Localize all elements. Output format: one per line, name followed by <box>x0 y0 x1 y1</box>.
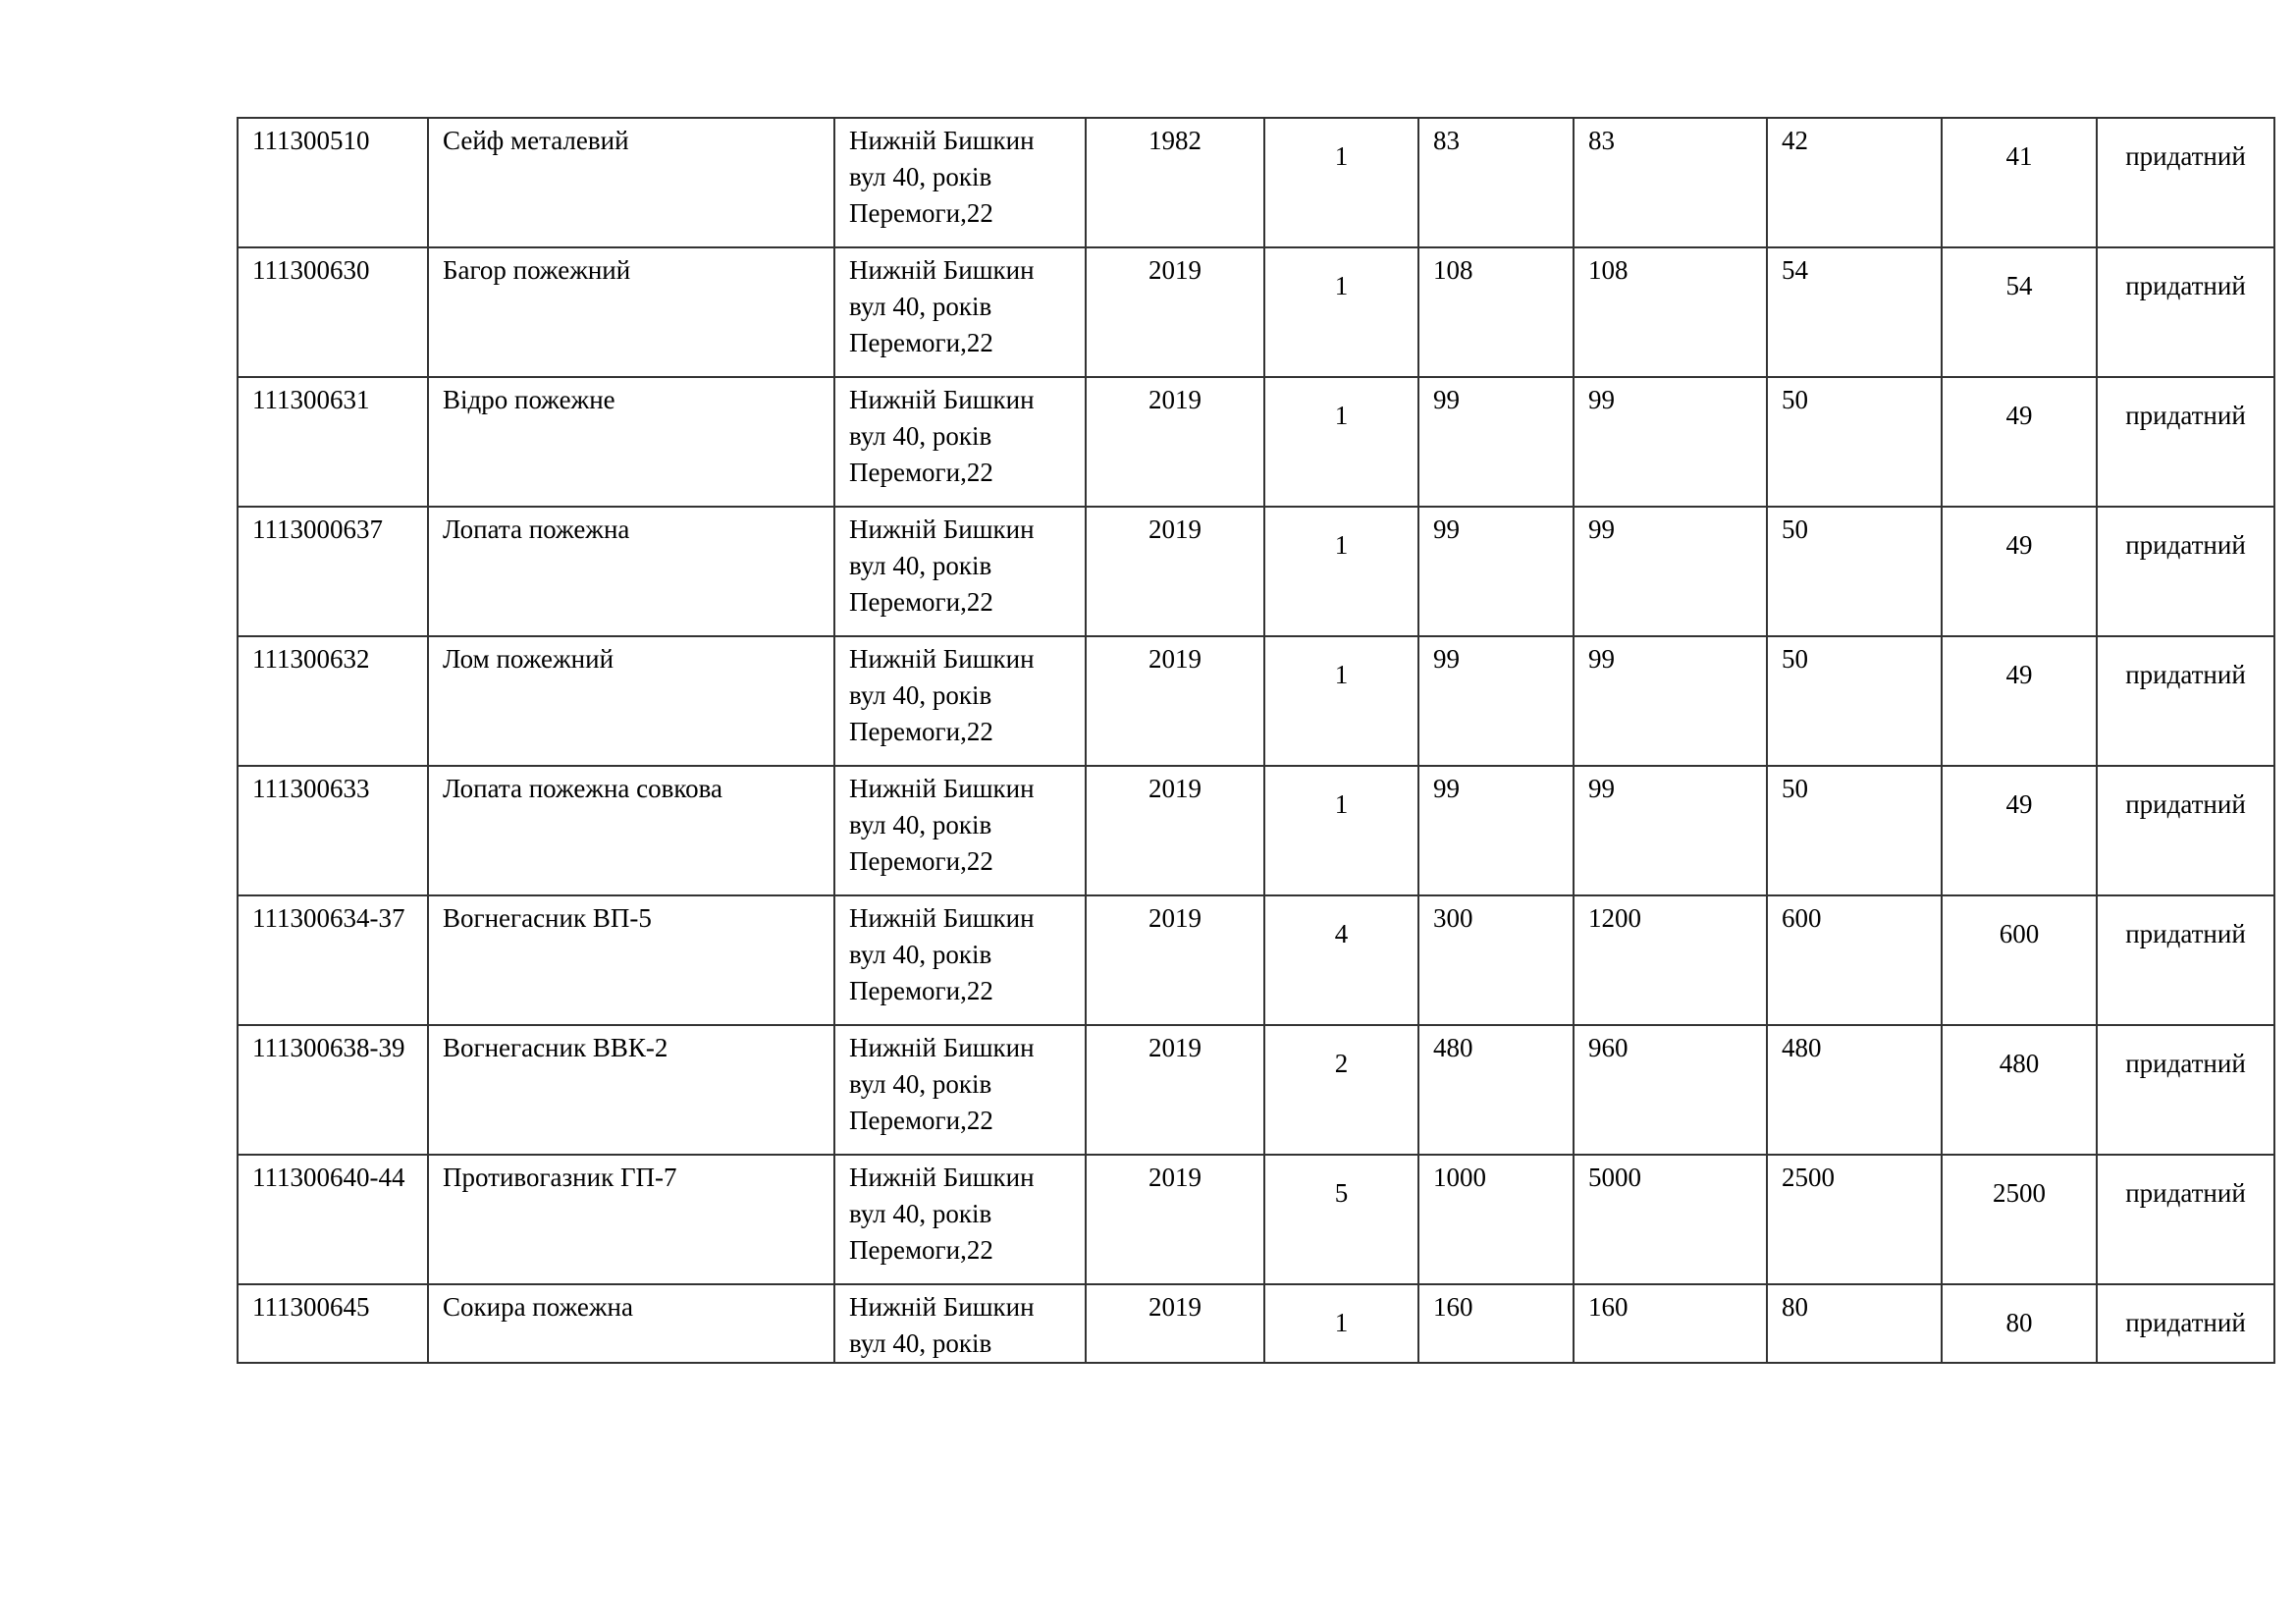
depreciation-cell <box>1767 1155 1942 1284</box>
unit-price-cell-text: 99 <box>1433 774 1460 803</box>
location-cell <box>834 118 1086 247</box>
depreciation-cell <box>1767 1284 1942 1363</box>
unit-price-cell <box>1418 636 1574 766</box>
item-name-cell-text: Лопата пожежна <box>443 514 630 544</box>
quantity-cell <box>1264 1025 1418 1155</box>
condition-cell-text: придатний <box>2125 919 2246 948</box>
inventory-number-cell <box>238 507 428 636</box>
unit-price-cell-text: 99 <box>1433 385 1460 414</box>
table-row <box>238 118 2274 247</box>
location-cell <box>834 247 1086 377</box>
depreciation-cell <box>1767 895 1942 1025</box>
inventory-number-cell-text: 111300632 <box>252 644 370 674</box>
year-cell-text: 1982 <box>1148 126 1201 155</box>
item-name-cell <box>428 1284 834 1363</box>
unit-price-cell <box>1418 118 1574 247</box>
unit-price-cell-text: 99 <box>1433 514 1460 544</box>
location-cell <box>834 766 1086 895</box>
location-cell-text: Нижній Бишкин вул 40, років Перемоги,22 <box>849 255 1035 357</box>
condition-cell-text: придатний <box>2125 1178 2246 1208</box>
year-cell <box>1086 1284 1264 1363</box>
location-cell-text: Нижній Бишкин вул 40, років Перемоги,22 <box>849 1163 1035 1265</box>
location-cell <box>834 1155 1086 1284</box>
inventory-table-body <box>238 118 2274 1363</box>
depreciation-cell <box>1767 247 1942 377</box>
total-value-cell-text: 960 <box>1588 1033 1629 1062</box>
unit-price-cell-text: 480 <box>1433 1033 1473 1062</box>
inventory-number-cell <box>238 1025 428 1155</box>
total-value-cell <box>1574 1025 1767 1155</box>
item-name-cell-text: Вогнегасник ВП-5 <box>443 903 652 933</box>
unit-price-cell <box>1418 766 1574 895</box>
quantity-cell-text: 1 <box>1334 141 1349 171</box>
table-row <box>238 895 2274 1025</box>
residual-value-cell <box>1942 1155 2097 1284</box>
unit-price-cell <box>1418 1155 1574 1284</box>
condition-cell <box>2097 507 2274 636</box>
total-value-cell <box>1574 895 1767 1025</box>
total-value-cell-text: 108 <box>1588 255 1629 285</box>
location-cell-text: Нижній Бишкин вул 40, років Перемоги,22 <box>849 644 1035 746</box>
inventory-number-cell-text: 111300638-39 <box>252 1033 405 1062</box>
table-row <box>238 636 2274 766</box>
quantity-cell <box>1264 377 1418 507</box>
unit-price-cell-text: 300 <box>1433 903 1473 933</box>
depreciation-cell <box>1767 377 1942 507</box>
residual-value-cell <box>1942 1025 2097 1155</box>
condition-cell-text: придатний <box>2125 141 2246 171</box>
item-name-cell-text: Противогазник ГП-7 <box>443 1163 677 1192</box>
condition-cell-text: придатний <box>2125 271 2246 300</box>
unit-price-cell-text: 99 <box>1433 644 1460 674</box>
total-value-cell <box>1574 118 1767 247</box>
residual-value-cell-text: 49 <box>2005 789 2033 819</box>
total-value-cell-text: 99 <box>1588 385 1615 414</box>
inventory-table <box>237 117 2275 1364</box>
item-name-cell <box>428 377 834 507</box>
unit-price-cell <box>1418 507 1574 636</box>
quantity-cell-text: 2 <box>1334 1049 1349 1078</box>
total-value-cell-text: 160 <box>1588 1292 1629 1322</box>
year-cell <box>1086 766 1264 895</box>
quantity-cell <box>1264 1284 1418 1363</box>
inventory-number-cell <box>238 377 428 507</box>
residual-value-cell-text: 49 <box>2005 530 2033 560</box>
year-cell <box>1086 636 1264 766</box>
quantity-cell-text: 4 <box>1334 919 1349 948</box>
year-cell-text: 2019 <box>1148 774 1201 803</box>
residual-value-cell <box>1942 247 2097 377</box>
table-row <box>238 247 2274 377</box>
depreciation-cell-text: 50 <box>1782 774 1808 803</box>
inventory-number-cell-text: 111300634-37 <box>252 903 405 933</box>
quantity-cell-text: 1 <box>1334 271 1349 300</box>
depreciation-cell-text: 54 <box>1782 255 1808 285</box>
residual-value-cell <box>1942 636 2097 766</box>
residual-value-cell-text: 2500 <box>1993 1178 2046 1208</box>
table-row <box>238 1284 2274 1363</box>
quantity-cell-text: 1 <box>1334 1308 1349 1337</box>
table-row <box>238 766 2274 895</box>
inventory-number-cell-text: 111300640-44 <box>252 1163 405 1192</box>
quantity-cell <box>1264 1155 1418 1284</box>
condition-cell <box>2097 1025 2274 1155</box>
location-cell-text: Нижній Бишкин вул 40, років Перемоги,22 <box>849 774 1035 876</box>
inventory-number-cell <box>238 895 428 1025</box>
condition-cell-text: придатний <box>2125 401 2246 430</box>
item-name-cell-text: Вогнегасник ВВК-2 <box>443 1033 668 1062</box>
item-name-cell-text: Сокира пожежна <box>443 1292 633 1322</box>
residual-value-cell <box>1942 507 2097 636</box>
quantity-cell-text: 1 <box>1334 789 1349 819</box>
table-row <box>238 1155 2274 1284</box>
depreciation-cell-text: 600 <box>1782 903 1822 933</box>
quantity-cell <box>1264 766 1418 895</box>
location-cell-text: Нижній Бишкин вул 40, років Перемоги,22 <box>849 385 1035 487</box>
residual-value-cell-text: 80 <box>2005 1308 2033 1337</box>
item-name-cell <box>428 1025 834 1155</box>
residual-value-cell <box>1942 1284 2097 1363</box>
total-value-cell-text: 5000 <box>1588 1163 1641 1192</box>
unit-price-cell <box>1418 247 1574 377</box>
residual-value-cell-text: 54 <box>2005 271 2033 300</box>
quantity-cell <box>1264 636 1418 766</box>
year-cell <box>1086 1155 1264 1284</box>
depreciation-cell-text: 50 <box>1782 385 1808 414</box>
inventory-number-cell-text: 1113000637 <box>252 514 383 544</box>
unit-price-cell <box>1418 895 1574 1025</box>
quantity-cell-text: 1 <box>1334 660 1349 689</box>
year-cell <box>1086 1025 1264 1155</box>
unit-price-cell <box>1418 1284 1574 1363</box>
condition-cell-text: придатний <box>2125 1308 2246 1337</box>
total-value-cell <box>1574 1155 1767 1284</box>
quantity-cell <box>1264 895 1418 1025</box>
depreciation-cell-text: 42 <box>1782 126 1808 155</box>
inventory-number-cell-text: 111300633 <box>252 774 370 803</box>
item-name-cell-text: Відро пожежне <box>443 385 615 414</box>
inventory-number-cell-text: 111300630 <box>252 255 370 285</box>
location-cell <box>834 895 1086 1025</box>
quantity-cell <box>1264 247 1418 377</box>
total-value-cell <box>1574 507 1767 636</box>
unit-price-cell <box>1418 1025 1574 1155</box>
depreciation-cell <box>1767 507 1942 636</box>
item-name-cell-text: Лопата пожежна совкова <box>443 774 722 803</box>
year-cell <box>1086 895 1264 1025</box>
inventory-number-cell-text: 111300510 <box>252 126 370 155</box>
depreciation-cell-text: 2500 <box>1782 1163 1835 1192</box>
residual-value-cell-text: 49 <box>2005 401 2033 430</box>
year-cell-text: 2019 <box>1148 903 1201 933</box>
year-cell-text: 2019 <box>1148 644 1201 674</box>
depreciation-cell-text: 50 <box>1782 514 1808 544</box>
inventory-number-cell <box>238 247 428 377</box>
total-value-cell-text: 99 <box>1588 774 1615 803</box>
year-cell-text: 2019 <box>1148 1163 1201 1192</box>
item-name-cell <box>428 895 834 1025</box>
inventory-number-cell-text: 111300631 <box>252 385 370 414</box>
unit-price-cell-text: 160 <box>1433 1292 1473 1322</box>
condition-cell <box>2097 247 2274 377</box>
condition-cell <box>2097 636 2274 766</box>
depreciation-cell <box>1767 118 1942 247</box>
total-value-cell <box>1574 1284 1767 1363</box>
inventory-number-cell <box>238 1284 428 1363</box>
total-value-cell-text: 1200 <box>1588 903 1641 933</box>
condition-cell-text: придатний <box>2125 1049 2246 1078</box>
condition-cell <box>2097 1155 2274 1284</box>
location-cell-text: Нижній Бишкин вул 40, років Перемоги,22 <box>849 1033 1035 1135</box>
depreciation-cell <box>1767 1025 1942 1155</box>
inventory-number-cell <box>238 118 428 247</box>
total-value-cell-text: 99 <box>1588 514 1615 544</box>
condition-cell <box>2097 895 2274 1025</box>
condition-cell-text: придатний <box>2125 660 2246 689</box>
depreciation-cell-text: 480 <box>1782 1033 1822 1062</box>
total-value-cell <box>1574 247 1767 377</box>
condition-cell-text: придатний <box>2125 530 2246 560</box>
location-cell-text: Нижній Бишкин вул 40, років Перемоги,22 <box>849 903 1035 1005</box>
depreciation-cell-text: 80 <box>1782 1292 1808 1322</box>
table-row <box>238 1025 2274 1155</box>
location-cell <box>834 1025 1086 1155</box>
location-cell-text: Нижній Бишкин вул 40, років Перемоги,22 <box>849 514 1035 617</box>
unit-price-cell <box>1418 377 1574 507</box>
residual-value-cell-text: 600 <box>1999 919 2040 948</box>
quantity-cell-text: 1 <box>1334 401 1349 430</box>
condition-cell <box>2097 766 2274 895</box>
item-name-cell <box>428 1155 834 1284</box>
year-cell <box>1086 377 1264 507</box>
location-cell <box>834 1284 1086 1363</box>
quantity-cell-text: 1 <box>1334 530 1349 560</box>
year-cell-text: 2019 <box>1148 1033 1201 1062</box>
unit-price-cell-text: 83 <box>1433 126 1460 155</box>
total-value-cell <box>1574 636 1767 766</box>
total-value-cell <box>1574 766 1767 895</box>
quantity-cell-text: 5 <box>1334 1178 1349 1208</box>
inventory-number-cell <box>238 1155 428 1284</box>
residual-value-cell <box>1942 118 2097 247</box>
condition-cell <box>2097 118 2274 247</box>
depreciation-cell <box>1767 636 1942 766</box>
residual-value-cell <box>1942 377 2097 507</box>
year-cell-text: 2019 <box>1148 514 1201 544</box>
year-cell-text: 2019 <box>1148 1292 1201 1322</box>
year-cell <box>1086 507 1264 636</box>
year-cell <box>1086 247 1264 377</box>
quantity-cell <box>1264 118 1418 247</box>
inventory-number-cell <box>238 636 428 766</box>
quantity-cell <box>1264 507 1418 636</box>
residual-value-cell-text: 480 <box>1999 1049 2040 1078</box>
residual-value-cell <box>1942 895 2097 1025</box>
location-cell-text: Нижній Бишкин вул 40, років <box>849 1292 1035 1358</box>
inventory-number-cell <box>238 766 428 895</box>
residual-value-cell-text: 49 <box>2005 660 2033 689</box>
item-name-cell <box>428 766 834 895</box>
total-value-cell-text: 99 <box>1588 644 1615 674</box>
total-value-cell-text: 83 <box>1588 126 1615 155</box>
unit-price-cell-text: 1000 <box>1433 1163 1486 1192</box>
location-cell <box>834 636 1086 766</box>
residual-value-cell <box>1942 766 2097 895</box>
item-name-cell-text: Сейф металевий <box>443 126 629 155</box>
item-name-cell <box>428 118 834 247</box>
unit-price-cell-text: 108 <box>1433 255 1473 285</box>
location-cell <box>834 507 1086 636</box>
year-cell <box>1086 118 1264 247</box>
residual-value-cell-text: 41 <box>2005 141 2033 171</box>
item-name-cell-text: Багор пожежний <box>443 255 631 285</box>
year-cell-text: 2019 <box>1148 385 1201 414</box>
item-name-cell-text: Лом пожежний <box>443 644 614 674</box>
item-name-cell <box>428 636 834 766</box>
location-cell <box>834 377 1086 507</box>
condition-cell <box>2097 377 2274 507</box>
total-value-cell <box>1574 377 1767 507</box>
depreciation-cell-text: 50 <box>1782 644 1808 674</box>
condition-cell-text: придатний <box>2125 789 2246 819</box>
item-name-cell <box>428 507 834 636</box>
location-cell-text: Нижній Бишкин вул 40, років Перемоги,22 <box>849 126 1035 228</box>
condition-cell <box>2097 1284 2274 1363</box>
table-row <box>238 377 2274 507</box>
year-cell-text: 2019 <box>1148 255 1201 285</box>
inventory-number-cell-text: 111300645 <box>252 1292 370 1322</box>
table-row <box>238 507 2274 636</box>
depreciation-cell <box>1767 766 1942 895</box>
item-name-cell <box>428 247 834 377</box>
